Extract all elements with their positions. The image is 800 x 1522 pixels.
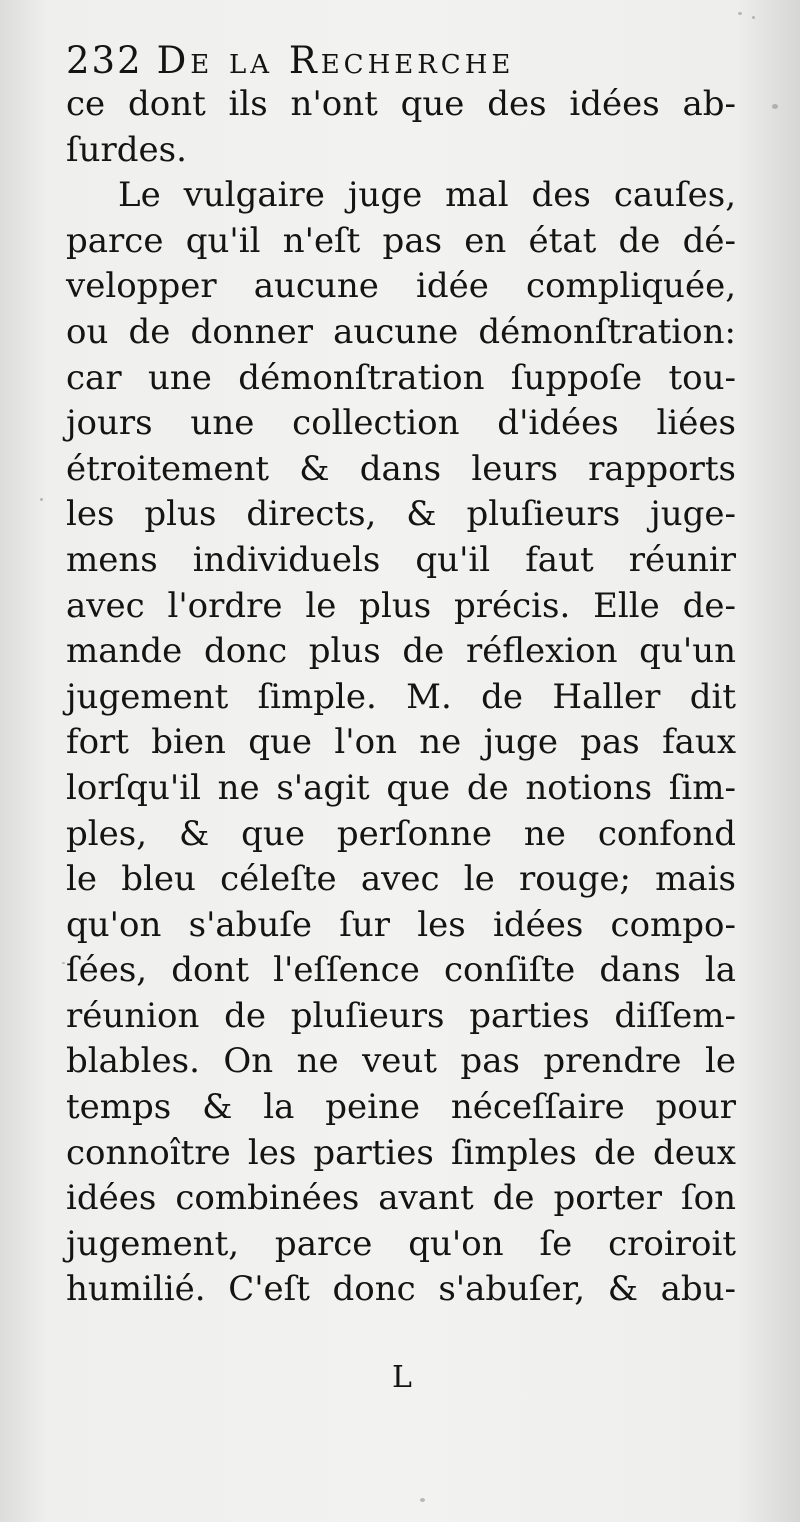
text-line: idées combinées avant de porter ſon <box>66 1178 736 1219</box>
text-line: fort bien que l'on ne juge pas faux <box>66 722 736 763</box>
text-line: jours une collection d'idées liées <box>66 403 736 444</box>
text-line: avec l'ordre le plus précis. Elle de- <box>66 585 736 626</box>
paper-speck <box>40 498 43 501</box>
text-line: réunion de pluſieurs parties diſſem- <box>66 995 736 1036</box>
text-line: ſurdes. <box>66 129 187 170</box>
paper-speck <box>772 104 778 109</box>
signature-mark: L <box>392 1360 412 1395</box>
text-line: ce dont ils n'ont que des idées ab- <box>66 84 736 124</box>
running-header <box>66 36 514 86</box>
text-line: mande donc plus de réflexion qu'un <box>66 631 736 672</box>
text-line: jugement, parce qu'on ſe croiroit <box>66 1223 736 1264</box>
text-line: qu'on s'abuſe ſur les idées compo- <box>66 904 736 945</box>
text-line: ples, & que perſonne ne confond <box>66 813 736 854</box>
paper-speck <box>62 962 65 964</box>
body-text <box>66 82 736 1313</box>
paper-speck <box>420 1498 425 1502</box>
text-line: car une démonſtration ſuppoſe tou- <box>66 357 736 398</box>
text-line: velopper aucune idée compliquée, <box>66 266 736 307</box>
running-title: De la Recherche <box>156 39 515 82</box>
text-line: blables. On ne veut pas prendre le <box>66 1041 736 1082</box>
text-line: lorſqu'il ne s'agit que de notions ſim- <box>66 767 736 808</box>
paragraph-first-line: Le vulgaire juge mal des cauſes, <box>118 175 736 216</box>
text-line: jugement ſimple. M. de Haller dit <box>66 676 736 717</box>
text-line: les plus directs, & pluſieurs juge- <box>66 494 736 535</box>
text-line: le bleu céleſte avec le rouge; mais <box>66 859 736 900</box>
text-line: ſées, dont l'eſſence conſiſte dans la <box>66 950 736 991</box>
text-line: ou de donner aucune démonſtration: <box>66 311 736 352</box>
page-number: 232 <box>66 39 143 82</box>
paper-speck <box>738 12 742 15</box>
text-line: temps & la peine néceſſaire pour <box>66 1087 736 1128</box>
text-line: mens individuels qu'il faut réunir <box>66 539 736 580</box>
text-line: humilié. C'eſt donc s'abuſer, & abu- <box>66 1269 736 1310</box>
text-line: étroitement & dans leurs rapports <box>66 448 736 489</box>
text-line: parce qu'il n'eſt pas en état de dé- <box>66 220 736 261</box>
paper-speck <box>752 16 755 19</box>
text-line: connoître les parties ſimples de deux <box>66 1132 736 1173</box>
